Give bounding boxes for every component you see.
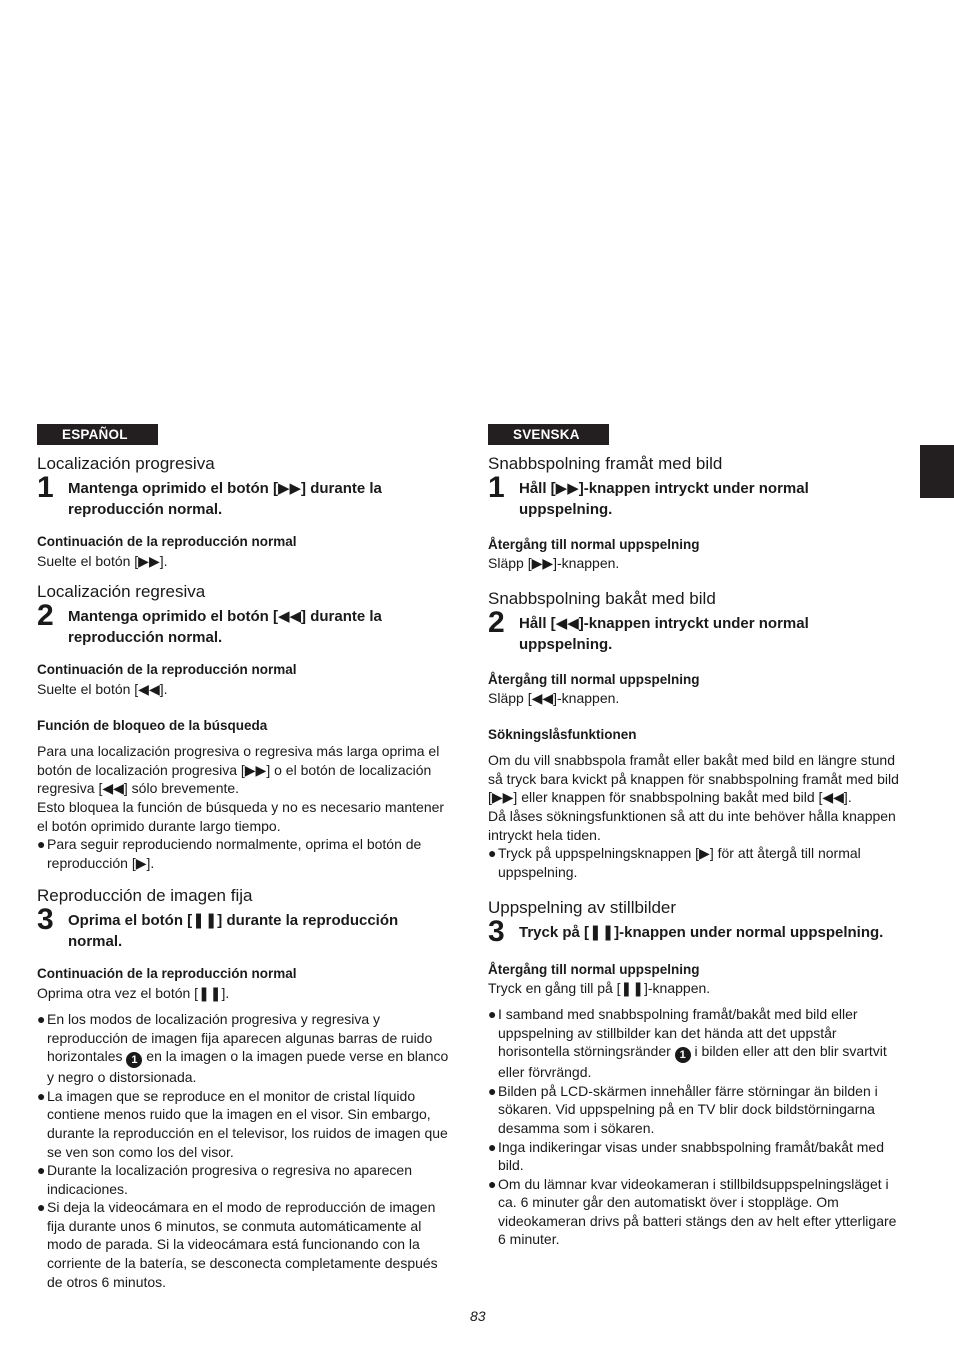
- list-item: ● Durante la localización progresiva o regresiva no aparecen indicaciones.: [37, 1162, 412, 1197]
- step-3: [488, 915, 906, 949]
- body-text: Suelte el botón [◀◀].: [37, 680, 168, 697]
- step-text: Tryck på [❚❚]-knappen under normal uppspelning.: [519, 924, 884, 942]
- step-number: 3: [37, 903, 54, 937]
- reference-marker-icon: 1: [675, 1047, 691, 1063]
- body-text: Tryck en gång till på [❚❚]-knappen.: [488, 980, 711, 997]
- section-title-reverse-search: Snabbspolning bakåt med bild: [488, 588, 716, 608]
- subheading-resume: Continuación de la reproducción normal: [37, 661, 297, 677]
- step-1: [488, 471, 906, 520]
- list-item: ● La imagen que se reproduce en el monitor de cristal líquido contiene menos ruido que la imagen en el visor. Sin embargo, durante la reproducción en el televisor, los ruidos de imagen que se ven son como los del visor.: [37, 1087, 448, 1160]
- step-text: Håll [◀◀]-knappen intryckt under normal uppspelning.: [519, 614, 809, 653]
- spanish-column: [37, 424, 455, 1291]
- subheading-resume: Återgång till normal uppspelning: [488, 671, 700, 687]
- step-text: Oprima el botón [❚❚] durante la reproducción normal.: [68, 912, 399, 951]
- section-title-still-playback: Reproducción de imagen fija: [37, 886, 253, 906]
- step-number: 3: [488, 915, 505, 949]
- body-text: Oprima otra vez el botón [❚❚].: [37, 985, 230, 1002]
- subheading-resume: Återgång till normal uppspelning: [488, 962, 700, 978]
- subheading-resume: Continuación de la reproducción normal: [37, 534, 297, 549]
- language-tab-swedish: SVENSKA: [488, 424, 609, 445]
- step-number: 1: [488, 471, 505, 504]
- page-number: 83: [470, 1308, 486, 1324]
- reference-marker-icon: 1: [126, 1052, 142, 1068]
- body-text: Para una localización progresiva o regresiva más larga oprima el botón de localización progresiva [▶▶] o el botón de localización regresiva [◀◀] sólo brevemente.: [37, 743, 440, 797]
- notes-list: [488, 1005, 906, 1249]
- body-text: Esto bloquea la función de búsqueda y no es necesario mantener el botón oprimido durante largo tiempo.: [37, 798, 445, 834]
- subheading-resume: Continuación de la reproducción normal: [37, 966, 297, 982]
- list-item: ● Bilden på LCD-skärmen innehåller färre störningar än bilden i sökaren. Vid uppspelning på en TV blir dock bildstörningarna desamma som i sökaren.: [488, 1082, 878, 1136]
- list-item: ● Para seguir reproduciendo normalmente, oprima el botón de reproducción [▶].: [37, 836, 422, 871]
- section-title-forward-search: Localización progresiva: [37, 454, 215, 473]
- step-text: Mantenga oprimido el botón [◀◀] durante la reproducción normal.: [68, 607, 382, 646]
- body-text: Då låses sökningsfunktionen så att du inte behöver hålla knappen intryckt hela tiden.: [488, 807, 896, 843]
- step-number: 2: [488, 605, 505, 639]
- list-item: ● Si deja la videocámara en el modo de reproducción de imagen fija durante unos 6 minutos, se conmuta automáticamente al modo de parada. Si la videocámara está funcionando con la corriente de la batería, se desconecta completamente después de otros 6 minutos.: [37, 1199, 438, 1290]
- body-text: Släpp [◀◀]-knappen.: [488, 689, 620, 706]
- list-item: ● Tryck på uppspelningsknappen [▶] för att återgå till normal uppspelning.: [488, 845, 861, 880]
- step-1: [37, 471, 455, 520]
- list-item: ● Inga indikeringar visas under snabbspolning framåt/bakåt med bild.: [488, 1138, 885, 1174]
- body-text: Släpp [▶▶]-knappen.: [488, 555, 620, 571]
- step-2: [488, 605, 906, 655]
- step-text: Mantenga oprimido el botón [▶▶] durante la reproducción normal.: [68, 480, 382, 518]
- subheading-search-lock: Función de bloqueo de la búsqueda: [37, 718, 268, 734]
- step-number: 2: [37, 598, 54, 632]
- swedish-column: [488, 424, 906, 1249]
- list-item: ● En los modos de localización progresiva y regresiva y reproducción de imagen fija aparecen algunas barras de ruido horizontales 1 en la imagen o la imagen puede verse en blanco y negro o distorsionada.: [37, 1010, 449, 1086]
- bullet-list: [37, 835, 455, 872]
- section-thumb-tab: [920, 445, 954, 498]
- section-title-forward-search: Snabbspolning framåt med bild: [488, 454, 723, 473]
- list-item: ● I samband med snabbspolning framåt/bakåt med bild eller uppspelning av stillbilder kan det hända att det uppstår horisontella störningsränder 1 i bilden eller att den blir svartvit eller förvrängd.: [488, 1005, 887, 1081]
- notes-list: [37, 1010, 455, 1291]
- step-3: [37, 903, 455, 952]
- list-item: ● Om du lämnar kvar videokameran i stillbildsuppspelningsläget i ca. 6 minuter går den automatiskt över i stoppläge. Om videokameran drivs på batteri stängs den av helt efter ytterligare 6 minuter.: [488, 1175, 897, 1248]
- step-text: Håll [▶▶]-knappen intryckt under normal uppspelning.: [519, 480, 809, 518]
- step-2: [37, 598, 455, 648]
- bullet-list: [488, 844, 906, 881]
- body-text: Suelte el botón [▶▶].: [37, 553, 168, 569]
- subheading-search-lock: Sökningslåsfunktionen: [488, 727, 637, 743]
- section-title-still-playback: Uppspelning av stillbilder: [488, 898, 677, 918]
- step-number: 1: [37, 471, 54, 504]
- section-title-reverse-search: Localización regresiva: [37, 581, 206, 601]
- body-text: Om du vill snabbspola framåt eller bakåt med bild en längre stund så tryck bara kvickt på knappen för snabbspolning framåt med bild [▶▶] eller knappen för snabbspolning bakåt med bild [◀◀].: [488, 752, 899, 806]
- language-tab-spanish: ESPAÑOL: [37, 424, 158, 445]
- subheading-resume: Återgång till normal uppspelning: [488, 537, 700, 552]
